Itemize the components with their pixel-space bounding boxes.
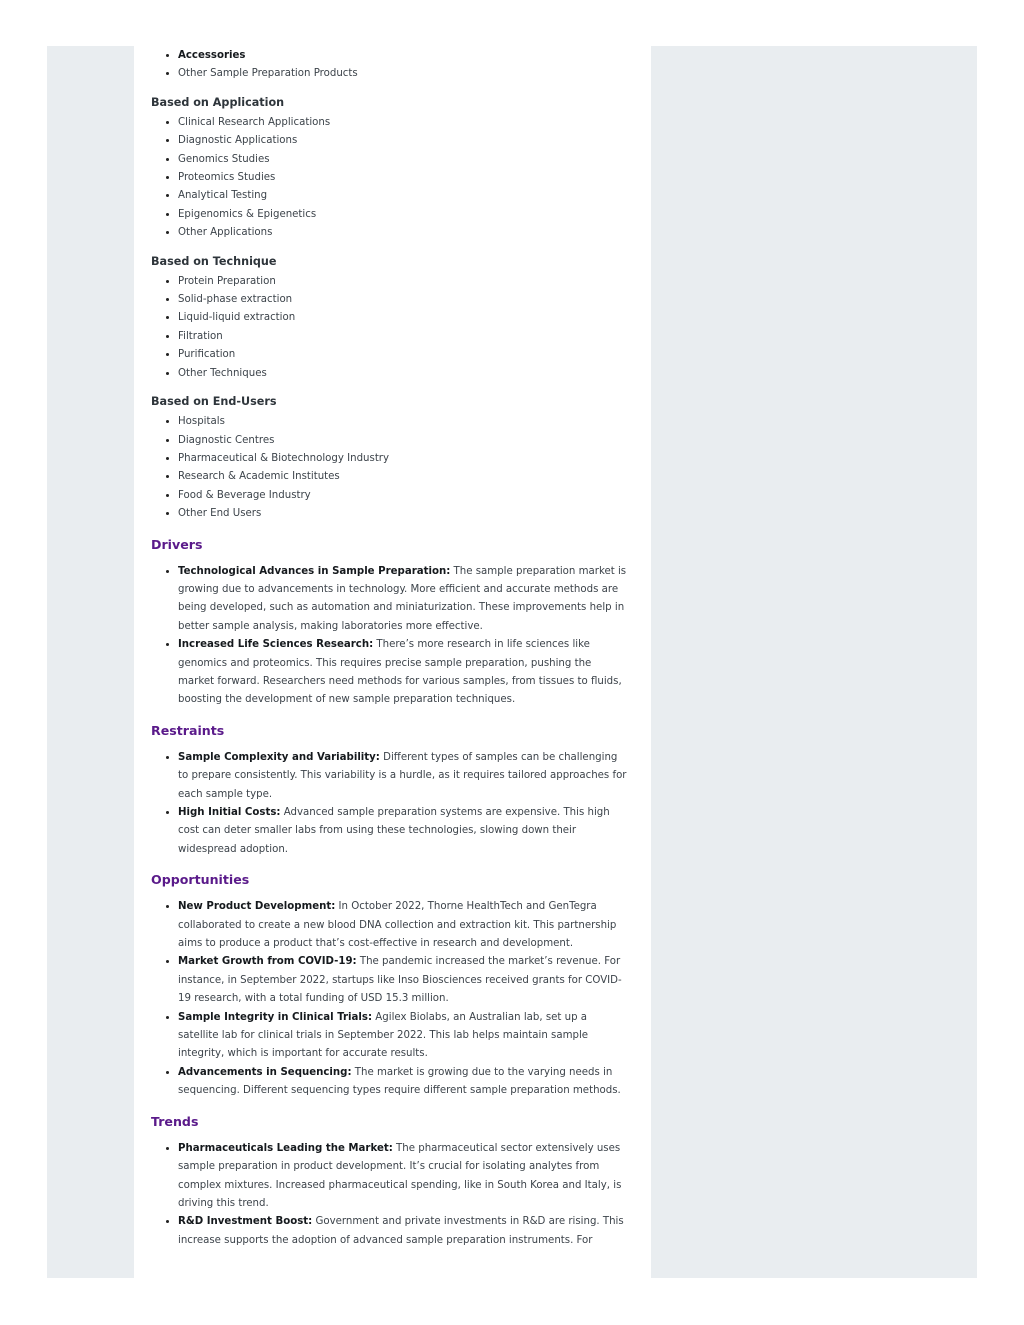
section-heading-trends: Trends xyxy=(151,1113,199,1129)
list-item: • Protein Preparation xyxy=(178,273,651,291)
restraints-list xyxy=(151,749,651,859)
list-item: • Filtration xyxy=(178,328,651,346)
list-item: • Market Growth from COVID-19: The pandemic increased the market’s revenue. For instance, in September 2022, startups like Inso Biosciences received grants for COVID-19 research, with a total funding of USD 15.3 million. xyxy=(178,953,651,1008)
list-item: • Increased Life Sciences Research: There’s more research in life sciences like genomics and proteomics. This requires precise sample preparation, pushing the market forward. Researchers need methods for various samples, from tissues to fluids, boosting the development of new sample preparation techniques. xyxy=(178,636,651,710)
list-item: • R&D Investment Boost: Government and private investments in R&D are rising. This increase supports the adoption of advanced sample preparation instruments. For xyxy=(178,1213,651,1250)
list-item: • Accessories xyxy=(178,47,651,65)
list-item: • Analytical Testing xyxy=(178,187,651,205)
list-item: • Liquid-liquid extraction xyxy=(178,309,651,327)
list-item: • Technological Advances in Sample Preparation: The sample preparation market is growing due to advancements in technology. More efficient and accurate methods are being developed, such as automation and miniaturization. These improvements help in better sample analysis, making laboratories more effective. xyxy=(178,563,651,637)
drivers-list xyxy=(151,563,651,710)
list-item: • Other Applications xyxy=(178,224,651,242)
list-item: • High Initial Costs: Advanced sample preparation systems are expensive. This high cost can deter smaller labs from using these technologies, slowing down their widespread adoption. xyxy=(178,804,651,859)
list-item: • Epigenomics & Epigenetics xyxy=(178,206,651,224)
opportunities-list xyxy=(151,898,651,1100)
list-item: • Proteomics Studies xyxy=(178,169,651,187)
segment-heading-technique: Based on Technique xyxy=(151,254,277,268)
product-list xyxy=(151,47,651,84)
list-item: • Diagnostic Centres xyxy=(178,432,651,450)
list-item: • Advancements in Sequencing: The market is growing due to the varying needs in sequencing. Different sequencing types require different sample preparation methods. xyxy=(178,1064,651,1101)
list-item: • Sample Integrity in Clinical Trials: Agilex Biolabs, an Australian lab, set up a satellite lab for clinical trials in September 2022. This lab helps maintain sample integrity, which is important for accurate results. xyxy=(178,1009,651,1064)
list-item: • Research & Academic Institutes xyxy=(178,468,651,486)
section-heading-opportunities: Opportunities xyxy=(151,872,250,888)
section-heading-drivers: Drivers xyxy=(151,536,203,552)
list-item: • Pharmaceuticals Leading the Market: The pharmaceutical sector extensively uses sample preparation in product development. It’s crucial for isolating analytes from complex mixtures. Increased pharmaceutical spending, like in South Korea and Italy, is driving this trend. xyxy=(178,1140,651,1214)
technique-list xyxy=(151,273,651,383)
list-item: • Hospitals xyxy=(178,413,651,431)
list-item: • Other Techniques xyxy=(178,365,651,383)
end-users-list xyxy=(151,413,651,523)
list-item: • Sample Complexity and Variability: Different types of samples can be challenging to prepare consistently. This variability is a hurdle, as it requires tailored approaches for each sample type. xyxy=(178,749,651,804)
list-item: • Other End Users xyxy=(178,505,651,523)
segment-heading-end-users: Based on End-Users xyxy=(151,395,277,409)
application-list xyxy=(151,114,651,243)
list-item: • Other Sample Preparation Products xyxy=(178,65,651,83)
list-item: • Solid-phase extraction xyxy=(178,291,651,309)
list-item: • Purification xyxy=(178,346,651,364)
list-item: • Genomics Studies xyxy=(178,151,651,169)
list-item: • Food & Beverage Industry xyxy=(178,487,651,505)
list-item: • Diagnostic Applications xyxy=(178,132,651,150)
segment-heading-application: Based on Application xyxy=(151,95,285,109)
section-heading-restraints: Restraints xyxy=(151,722,225,738)
article-content xyxy=(134,46,651,1278)
trends-list xyxy=(151,1140,651,1250)
list-item: • New Product Development: In October 2022, Thorne HealthTech and GenTegra collaborated to create a new blood DNA collection and extraction kit. This partnership aims to produce a product that’s cost-effective in research and development. xyxy=(178,898,651,953)
list-item: • Pharmaceutical & Biotechnology Industry xyxy=(178,450,651,468)
list-item: • Clinical Research Applications xyxy=(178,114,651,132)
